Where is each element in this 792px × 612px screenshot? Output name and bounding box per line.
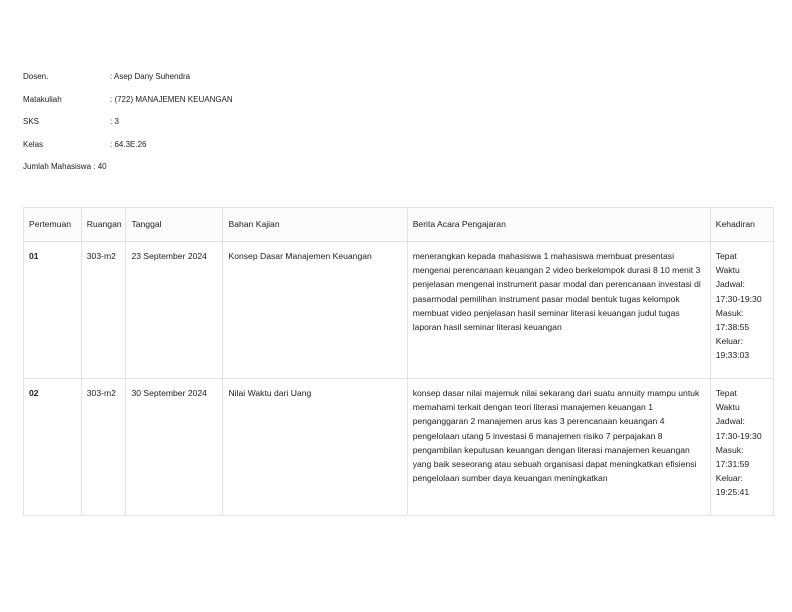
cell-bahan-kajian: Konsep Dasar Manajemen Keuangan [223, 242, 407, 379]
info-dosen [23, 72, 233, 95]
kehadiran-line: Masuk: [715, 307, 744, 318]
kehadiran-line: 17:30-19:30 [715, 293, 762, 304]
cell-tanggal: 23 September 2024 [126, 242, 223, 379]
kelas-value: : 64.3E.26 [110, 139, 147, 149]
cell-berita-acara: konsep dasar nilai majemuk nilai sekarang dari suatu annuity mampu untuk memahami terkait dengan teori literasi manajemen keuangan 1 penganggaran 2 manajemen arus kas 3 perencanaan keuangan 4 pengelolaan utang 5 investasi 6 manajemen risiko 7 perpajakan 8 pengambilan keputusan keuangan dengan literasi manajemen keuangan yang baik seseorang atau sebuah organisasi dapat meningkatkan efisiensi pengelolaan sumber daya keuangan meningkatkan [407, 379, 710, 516]
cell-kehadiran [710, 379, 773, 516]
cell-pertemuan: 01 [24, 242, 82, 379]
cell-ruangan: 303-m2 [81, 242, 126, 379]
header-bahan-kajian: Bahan Kajian [223, 208, 407, 242]
kehadiran-line: Waktu [715, 265, 740, 276]
kelas-label: Kelas [23, 139, 44, 149]
matakuliah-value: : (722) MANAJEMEN KEUANGAN [110, 94, 233, 104]
info-kelas [23, 140, 233, 163]
jumlah-mahasiswa: Jumlah Mahasiswa : 40 [23, 162, 107, 171]
course-info [23, 72, 233, 185]
table-row [24, 242, 774, 379]
kehadiran-line: Masuk: [715, 444, 744, 455]
header-pertemuan: Pertemuan [24, 208, 82, 242]
info-jumlah [23, 162, 233, 185]
cell-kehadiran [710, 242, 773, 379]
cell-bahan-kajian: Nilai Waktu dari Uang [223, 379, 407, 516]
berita-acara-table [23, 207, 774, 516]
dosen-value: : Asep Dany Suhendra [110, 72, 191, 81]
matakuliah-label: Matakuliah [23, 94, 62, 104]
kehadiran-line: 17:38:55 [715, 322, 750, 333]
info-sks [23, 117, 233, 140]
sks-label: SKS [23, 117, 40, 126]
kehadiran-line: 19:25:41 [715, 487, 750, 498]
header-kehadiran: Kehadiran [710, 208, 773, 242]
kehadiran-line: 17:30-19:30 [715, 430, 762, 441]
table-header-row [24, 208, 774, 242]
info-matakuliah [23, 95, 233, 118]
header-tanggal: Tanggal [126, 208, 223, 242]
dosen-label: Dosen. [23, 72, 49, 81]
kehadiran-line: Keluar: [715, 336, 743, 347]
header-ruangan: Ruangan [81, 208, 126, 242]
table-row [24, 379, 774, 516]
kehadiran-line: 17:31:59 [715, 459, 750, 470]
kehadiran-line: Waktu [715, 402, 740, 413]
kehadiran-line: Jadwal: [715, 279, 745, 290]
sks-value: : 3 [110, 117, 119, 126]
header-berita-acara: Berita Acara Pengajaran [407, 208, 710, 242]
cell-ruangan: 303-m2 [81, 379, 126, 516]
cell-pertemuan: 02 [24, 379, 82, 516]
kehadiran-line: Jadwal: [715, 416, 745, 427]
kehadiran-line: Keluar: [715, 473, 743, 484]
kehadiran-line: Tepat [715, 388, 737, 398]
kehadiran-line: 19:33:03 [715, 350, 750, 361]
kehadiran-line: Tepat [715, 251, 737, 261]
cell-tanggal: 30 September 2024 [126, 379, 223, 516]
cell-berita-acara: menerangkan kepada mahasiswa 1 mahasiswa membuat presentasi mengenai perencanaan keuangan 2 video berkelompok durasi 8 10 menit 3 penjelasan mengenai instrument pasar modal dan perencanaan investasi di pasarmodal pemilihan instrument pasar modal bentuk tugas kelompok membuat video penjelasan hasil seminar literasi keuangan judul tugas laporan hasil seminar literasi keuangan [407, 242, 710, 379]
